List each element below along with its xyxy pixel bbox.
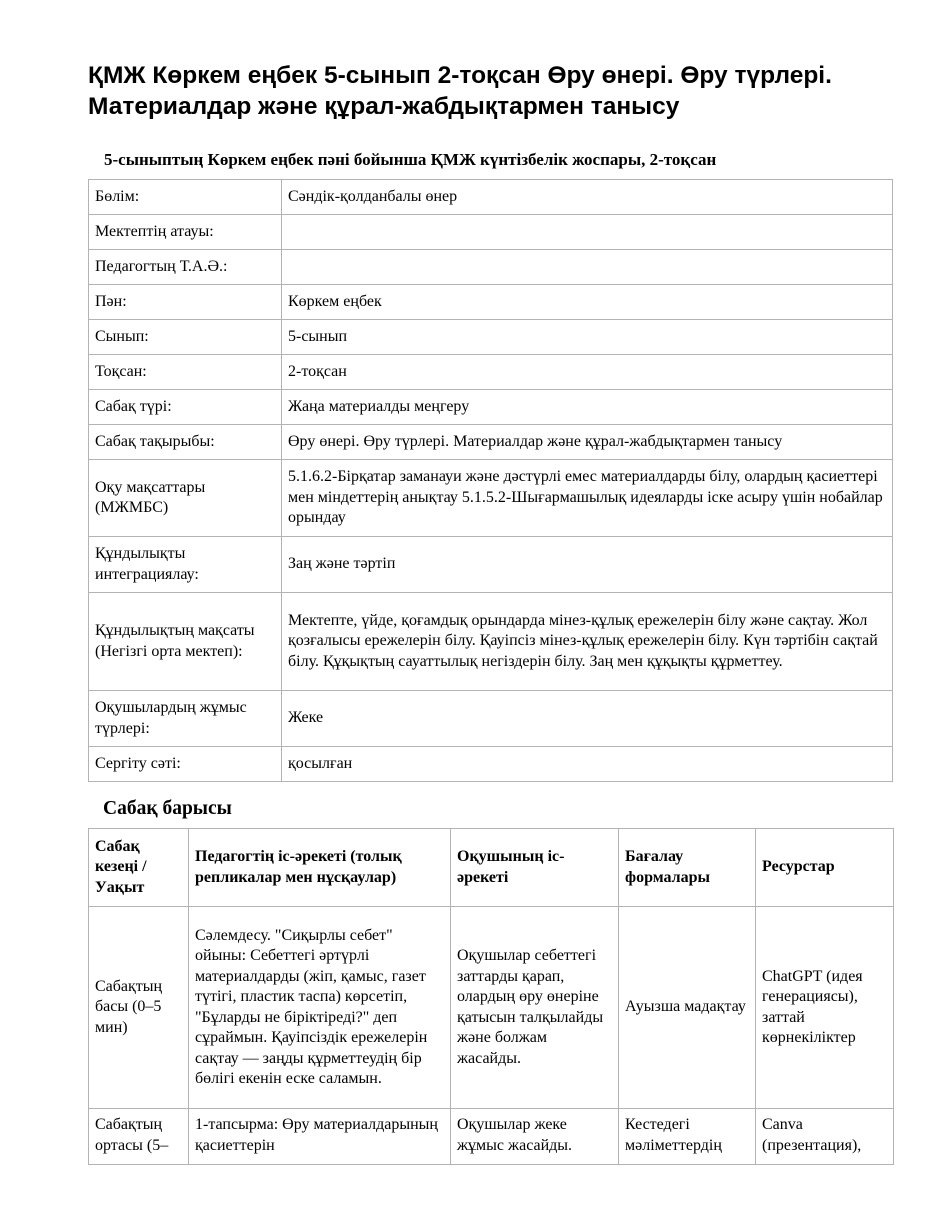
lesson-info-table bbox=[88, 179, 893, 782]
info-value-cell: Сәндік-қолданбалы өнер bbox=[282, 180, 893, 215]
info-value-cell bbox=[282, 215, 893, 250]
student-activity-cell: Оқушылар себеттегі заттарды қарап, олардың өру өнеріне қатысын талқылайды және болжам жасайды. bbox=[451, 907, 619, 1109]
info-label-cell: Пән: bbox=[89, 285, 282, 320]
lesson-flow-table bbox=[88, 828, 894, 1165]
table-row bbox=[89, 747, 893, 782]
info-value-cell: Көркем еңбек bbox=[282, 285, 893, 320]
info-label-cell: Сергіту сәті: bbox=[89, 747, 282, 782]
document-title: ҚМЖ Көркем еңбек 5-сынып 2-тоқсан Өру өнері. Өру түрлері. Материалдар және құрал-жабдықтармен танысу bbox=[88, 62, 832, 120]
info-label-cell: Құндылықты интеграциялау: bbox=[89, 537, 282, 593]
assessment-cell: Ауызша мадақтау bbox=[619, 907, 756, 1109]
table-row bbox=[89, 180, 893, 215]
info-label-cell: Мектептің атауы: bbox=[89, 215, 282, 250]
table-row bbox=[89, 320, 893, 355]
table-row bbox=[89, 537, 893, 593]
header-cell: Ресурстар bbox=[756, 829, 894, 907]
lesson-header-row bbox=[89, 829, 894, 907]
info-value-cell: Заң және тәртіп bbox=[282, 537, 893, 593]
stage-cell: Сабақтың басы (0–5 мин) bbox=[89, 907, 189, 1109]
header-cell: Педагогтің іс-әрекеті (толық репликалар мен нұсқаулар) bbox=[189, 829, 451, 907]
info-value-cell: қосылған bbox=[282, 747, 893, 782]
info-label-cell: Оқу мақсаттары (МЖМБС) bbox=[89, 460, 282, 537]
table-row bbox=[89, 425, 893, 460]
info-value-cell: 2-тоқсан bbox=[282, 355, 893, 390]
info-label-cell: Сабақ тақырыбы: bbox=[89, 425, 282, 460]
table-row bbox=[89, 691, 893, 747]
resources-cell: Canva (презентация), bbox=[756, 1109, 894, 1165]
info-label-cell: Оқушылардың жұмыс түрлері: bbox=[89, 691, 282, 747]
stage-cell: Сабақтың ортасы (5– bbox=[89, 1109, 189, 1165]
info-label-cell: Тоқсан: bbox=[89, 355, 282, 390]
info-value-cell: Жеке bbox=[282, 691, 893, 747]
teacher-activity-cell: Сәлемдесу. "Сиқырлы себет" ойыны: Себеттегі әртүрлі материалдарды (жіп, қамыс, газет түтігі, пластик таспа) көрсетіп, "Бұларды не біріктіреді?" деп сұраймын. Қауіпсіздік ережелерін сақтау — заңды құрметтеудің бір бөлігі екенін еске саламын. bbox=[189, 907, 451, 1109]
table-row bbox=[89, 1109, 894, 1165]
info-label-cell: Бөлім: bbox=[89, 180, 282, 215]
header-cell: Сабақ кезеңі / Уақыт bbox=[89, 829, 189, 907]
resources-cell: ChatGPT (идея генерациясы), заттай көрнекіліктер bbox=[756, 907, 894, 1109]
teacher-activity-cell: 1-тапсырма: Өру материалдарының қасиеттерін bbox=[189, 1109, 451, 1165]
lesson-section-title: Сабақ барысы bbox=[103, 798, 232, 819]
table-row bbox=[89, 285, 893, 320]
student-activity-cell: Оқушылар жеке жұмыс жасайды. bbox=[451, 1109, 619, 1165]
info-label-cell: Құндылықтың мақсаты (Негізгі орта мектеп): bbox=[89, 593, 282, 691]
table-row bbox=[89, 460, 893, 537]
assessment-cell: Кестедегі мәліметтердің bbox=[619, 1109, 756, 1165]
table-row bbox=[89, 355, 893, 390]
table-row bbox=[89, 907, 894, 1109]
info-label-cell: Педагогтың Т.А.Ә.: bbox=[89, 250, 282, 285]
info-value-cell: 5.1.6.2-Бірқатар заманауи және дәстүрлі емес материалдарды білу, олардың қасиеттері мен міндеттерің анықтау 5.1.5.2-Шығармашылық идеяларды іске асыру үшін нобайлар орындау bbox=[282, 460, 893, 537]
info-value-cell bbox=[282, 250, 893, 285]
info-label-cell: Сабақ түрі: bbox=[89, 390, 282, 425]
info-value-cell: 5-сынып bbox=[282, 320, 893, 355]
info-value-cell: Мектепте, үйде, қоғамдық орындарда мінез-құлық ережелерін білу және сақтау. Жол қозғалысы ережелерін білу. Қауіпсіз мінез-құлық ережелерін білу. Күн тәртібін сақтай білу. Құқықтың сауаттылық негіздерін білу. Заң мен құқықты құрметтеу. bbox=[282, 593, 893, 691]
plan-subtitle: 5-сыныптың Көркем еңбек пәні бойынша ҚМЖ күнтізбелік жоспары, 2-тоқсан bbox=[104, 150, 717, 169]
info-value-cell: Өру өнері. Өру түрлері. Материалдар және құрал-жабдықтармен танысу bbox=[282, 425, 893, 460]
table-row bbox=[89, 593, 893, 691]
header-cell: Бағалау формалары bbox=[619, 829, 756, 907]
header-cell: Оқушының іс-әрекеті bbox=[451, 829, 619, 907]
info-label-cell: Сынып: bbox=[89, 320, 282, 355]
table-row bbox=[89, 250, 893, 285]
table-row bbox=[89, 215, 893, 250]
info-value-cell: Жаңа материалды меңгеру bbox=[282, 390, 893, 425]
table-row bbox=[89, 390, 893, 425]
